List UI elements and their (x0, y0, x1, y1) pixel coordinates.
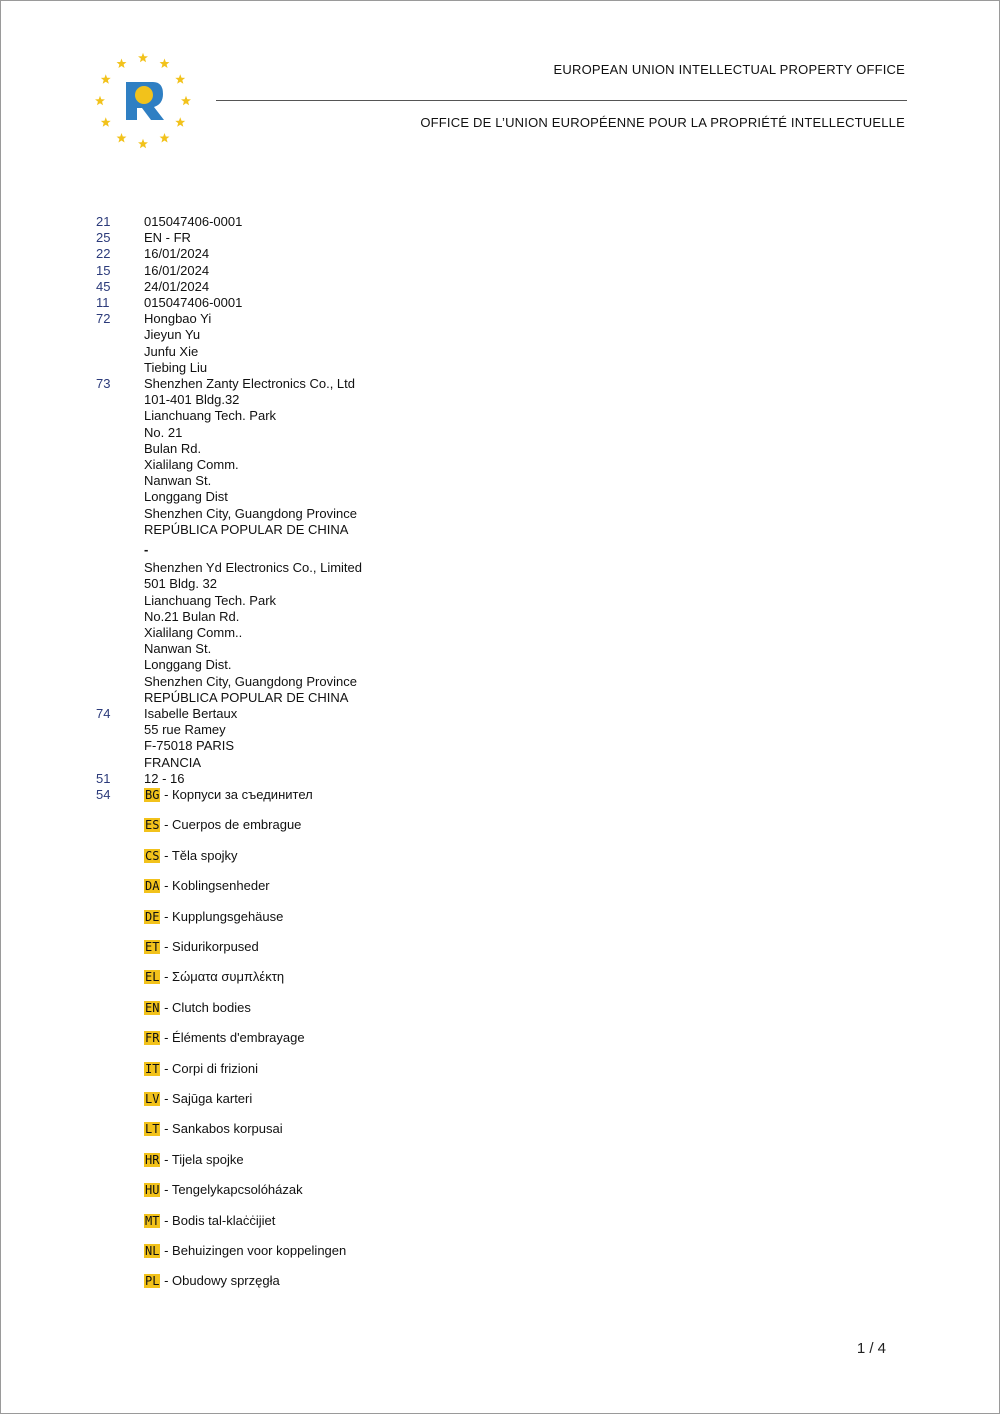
translation-text: Éléments d'embrayage (172, 1030, 305, 1046)
inid-field (96, 263, 796, 279)
inid-field-product-indication (96, 787, 796, 1304)
office-name-fr: OFFICE DE L’UNION EUROPÉENNE POUR LA PROPRIÉTÉ INTELLECTUELLE (420, 115, 905, 130)
language-code-badge: FR (145, 1031, 160, 1046)
inid-field (96, 279, 796, 295)
inid-values (144, 230, 191, 246)
language-code-badge: HU (145, 1183, 160, 1198)
language-code-badge: LV (145, 1092, 160, 1106)
page-number: 1 / 4 (856, 1340, 886, 1357)
inid-values (144, 295, 242, 311)
value-line: Longgang Dist. (144, 657, 232, 673)
value-line: F-75018 PARIS (144, 738, 235, 754)
star-icon (117, 133, 127, 142)
language-code-badge: DE (145, 909, 160, 924)
translation-item (144, 878, 346, 908)
inid-field (96, 376, 796, 706)
translation-separator: - (164, 878, 169, 894)
translation-item (144, 1121, 346, 1151)
language-code-badge: NL (145, 1243, 160, 1258)
inid-values (144, 279, 209, 295)
value-line: No. 21 (144, 424, 183, 440)
language-code-badge: LT (145, 1122, 160, 1137)
translation-text: Corpi di frizioni (172, 1060, 259, 1076)
star-icon (160, 59, 170, 68)
inid-code: 51 (96, 770, 111, 786)
translation-text: Cuerpos de embrague (172, 817, 302, 833)
value-line: Longgang Dist (144, 489, 228, 505)
value-line: Nanwan St. (144, 641, 212, 657)
value-line: Xialilang Comm.. (144, 625, 243, 641)
translation-item (144, 909, 346, 939)
star-icon (117, 59, 127, 68)
translation-separator: - (164, 908, 169, 924)
inid-code: 15 (96, 262, 111, 278)
star-icon (138, 53, 148, 62)
inid-values (144, 706, 237, 771)
inid-values (144, 214, 242, 230)
value-line: Bulan Rd. (144, 440, 202, 456)
translation-item (144, 1000, 346, 1030)
inid-field (96, 214, 796, 230)
inid-code: 45 (96, 278, 111, 294)
translation-text: Sidurikorpused (172, 939, 259, 955)
inid-field (96, 706, 796, 771)
value-line: REPÚBLICA POPULAR DE CHINA (144, 521, 349, 537)
value-line: Shenzhen Zanty Electronics Co., Ltd (144, 376, 356, 392)
logo-sun-icon (135, 86, 153, 104)
translation-separator: - (164, 1273, 169, 1289)
translation-text: Koblingsenheder (172, 878, 270, 894)
language-code-badge: IT (145, 1061, 160, 1076)
value-line: Lianchuang Tech. Park (144, 408, 277, 424)
translation-separator: - (164, 1121, 169, 1137)
value-line: 16/01/2024 (144, 246, 210, 262)
translation-separator: - (164, 939, 169, 955)
translation-text: Sajūga karteri (172, 1091, 253, 1106)
translation-text: Tengelykapcsolóházak (171, 1182, 303, 1198)
value-line: Tiebing Liu (144, 359, 208, 375)
value-line: 501 Bldg. 32 (144, 576, 218, 592)
value-line: REPÚBLICA POPULAR DE CHINA (144, 689, 349, 705)
star-icon (101, 117, 111, 126)
header-divider (216, 100, 907, 101)
value-line: 12 - 16 (144, 770, 185, 786)
value-line: 55 rue Ramey (144, 722, 226, 738)
language-code-badge: MT (145, 1213, 160, 1228)
inid-code: 21 (96, 214, 111, 229)
language-code-badge: HR (145, 1152, 160, 1167)
star-icon (95, 96, 105, 105)
language-code-badge: DA (145, 879, 160, 894)
inid-field (96, 246, 796, 262)
translation-separator: - (164, 1242, 169, 1258)
translation-item (144, 1243, 346, 1273)
inid-fields (96, 214, 796, 1304)
inid-code: 54 (96, 787, 111, 803)
inid-values (144, 311, 211, 376)
value-line: Shenzhen City, Guangdong Province (144, 505, 357, 521)
translation-text: Těla spojky (171, 847, 238, 863)
value-line: Hongbao Yi (144, 311, 212, 327)
translation-separator: - (164, 787, 169, 803)
translation-text: Σώματα συμπλέκτη (172, 969, 285, 985)
translation-item (144, 787, 346, 817)
translation-separator: - (164, 999, 169, 1015)
star-icon (101, 74, 111, 83)
value-line: EN - FR (144, 230, 191, 246)
language-code-badge: ET (145, 940, 160, 955)
translation-text: Obudowy sprzęgła (172, 1273, 280, 1289)
translation-list (144, 787, 346, 1304)
inid-code: 74 (96, 706, 111, 722)
translation-text: Sankabos korpusai (172, 1121, 283, 1137)
value-line: Junfu Xie (144, 343, 199, 359)
value-line: 015047406-0001 (144, 214, 243, 229)
inid-field (96, 230, 796, 246)
star-icon (175, 74, 185, 83)
inid-code: 22 (96, 246, 111, 262)
translation-item (144, 1152, 346, 1182)
value-line: Nanwan St. (144, 473, 212, 489)
logo-letter: R (93, 51, 94, 52)
inid-values (144, 263, 209, 279)
language-code-badge: CS (145, 848, 160, 863)
inid-code: 73 (96, 376, 111, 392)
star-icon (175, 117, 185, 126)
inid-values (144, 771, 184, 787)
language-code-badge: PL (145, 1274, 160, 1289)
value-line: Shenzhen City, Guangdong Province (144, 673, 357, 689)
translation-item (144, 1182, 346, 1212)
translation-item (144, 848, 346, 878)
value-line: 101-401 Bldg.32 (144, 392, 240, 408)
value-line: FRANCIA (144, 754, 202, 770)
translation-item (144, 817, 346, 847)
translation-separator: - (164, 1151, 169, 1167)
translation-separator: - (164, 1182, 169, 1198)
translation-item (144, 1030, 346, 1060)
value-line: 24/01/2024 (144, 278, 210, 294)
star-icon (181, 96, 191, 105)
translation-separator: - (164, 969, 169, 985)
value-line: 16/01/2024 (144, 262, 210, 278)
value-line: Xialilang Comm. (144, 457, 239, 473)
translation-separator: - (164, 1091, 169, 1106)
value-line: 015047406-0001 (144, 295, 243, 311)
inid-field (96, 771, 796, 787)
inid-code: 11 (96, 295, 110, 311)
translation-separator: - (164, 817, 169, 833)
translation-separator: - (164, 1030, 169, 1046)
value-line: Shenzhen Yd Electronics Co., Limited (144, 560, 362, 576)
translation-item (144, 969, 346, 999)
translation-text: Clutch bodies (172, 999, 251, 1015)
translation-text: Bodis tal-klaċċijiet (172, 1212, 276, 1228)
value-line: Jieyun Yu (144, 327, 201, 343)
language-code-badge: ES (145, 818, 160, 833)
office-name-en: EUROPEAN UNION INTELLECTUAL PROPERTY OFFICE (553, 62, 905, 77)
holder-separator: - (144, 542, 149, 558)
language-code-badge: EL (145, 970, 160, 985)
inid-code: 25 (96, 230, 111, 246)
inid-code: 72 (96, 311, 111, 327)
translation-text: Kupplungsgehäuse (172, 908, 284, 924)
value-line: Isabelle Bertaux (144, 706, 238, 722)
star-icon (160, 133, 170, 142)
star-icon (138, 139, 148, 148)
translation-separator: - (164, 1060, 169, 1076)
value-line: No.21 Bulan Rd. (144, 608, 240, 624)
inid-field (96, 295, 796, 311)
euipo-logo (93, 51, 193, 151)
inid-field (96, 311, 796, 376)
value-line: Lianchuang Tech. Park (144, 592, 277, 608)
language-code-badge: EN (145, 1000, 160, 1015)
translation-separator: - (164, 847, 169, 863)
translation-item (144, 1273, 346, 1303)
translation-separator: - (164, 1212, 169, 1228)
translation-text: Behuizingen voor koppelingen (172, 1242, 347, 1258)
translation-text: Корпуси за съединител (172, 787, 313, 803)
translation-item (144, 1213, 346, 1243)
translation-text: Tijela spojke (171, 1151, 244, 1167)
translation-item (144, 1091, 346, 1121)
translation-item (144, 939, 346, 969)
inid-values (144, 376, 362, 706)
translation-item (144, 1061, 346, 1091)
language-code-badge: BG (145, 788, 160, 803)
inid-values (144, 246, 209, 262)
